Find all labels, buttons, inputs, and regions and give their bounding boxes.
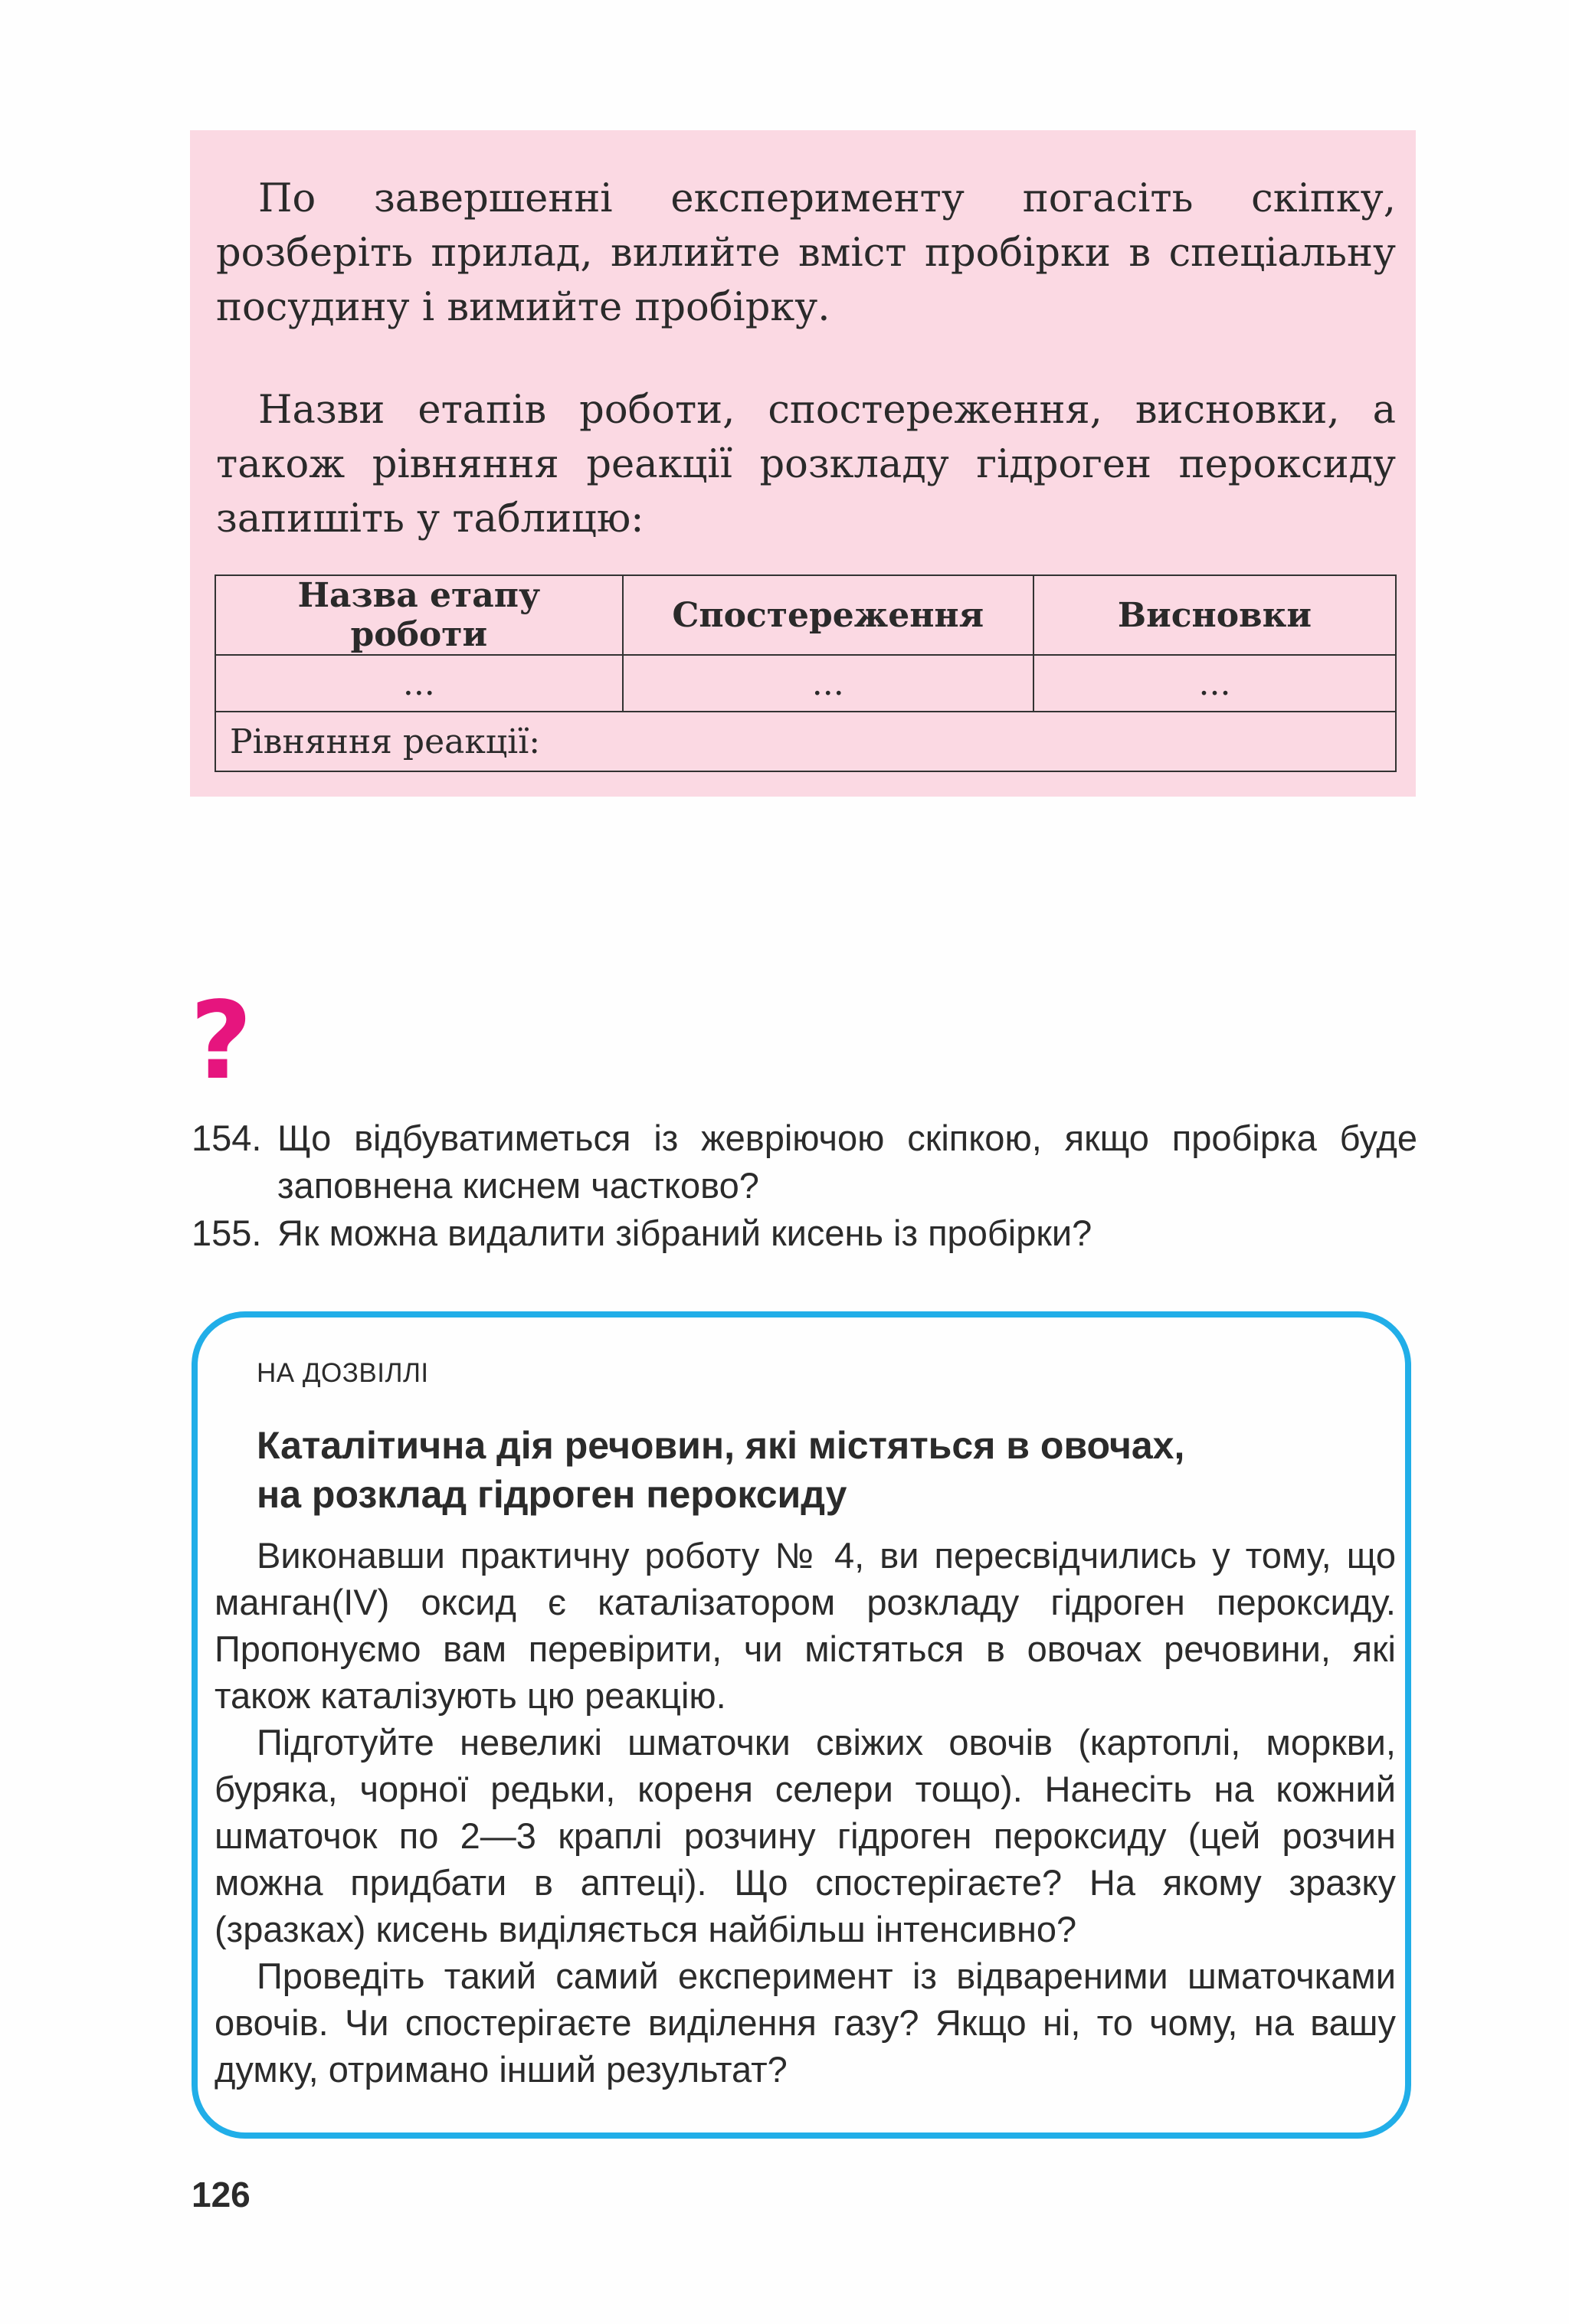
question-text-continued: заповнена киснем частково? [277,1165,759,1206]
question-item-154 [192,1115,1417,1209]
page-number: 126 [192,2175,251,2214]
instruction-paragraph-table: Назви етапів роботи, спостереження, висновки, а також рівняння реакції розкладу гідроген пероксиду запишіть у таблицю: [216,388,1396,542]
table-cell-stage: ... [215,655,623,712]
question-number: 155. [192,1213,262,1253]
table-equation-label: Рівняння реакції: [215,712,1396,771]
question-item-155 [192,1209,1417,1257]
table-row [215,655,1396,712]
leisure-paragraph-intro: Виконавши практичну роботу № 4, ви пересвідчились у тому, що манган(IV) оксид є каталізатором розкладу гідроген пероксиду. Пропонуємо вам перевірити, чи містяться в овочах речовини, які також каталізують цю реакцію. [215,1535,1396,1716]
question-text: Як можна видалити зібраний кисень із пробірки? [277,1213,1092,1253]
table-equation-row [215,712,1396,771]
leisure-paragraph-comparison: Проведіть такий самий експеримент із відвареними шматочками овочів. Чи спостерігаєте виділення газу? Якщо ні, то чому, на вашу думку, отримано інший результат? [215,1956,1396,2090]
question-number: 154. [192,1118,262,1158]
table-header-stage: Назва етапу роботи [215,575,623,655]
table-cell-conclusions: ... [1033,655,1396,712]
leisure-box-title-line-2: на розклад гідроген пероксиду [257,1473,847,1516]
table-cell-observations: ... [623,655,1033,712]
question-mark-icon: ? [190,979,253,1104]
questions-list [192,1115,1417,1257]
table-header-conclusions: Висновки [1033,575,1396,655]
leisure-box-label: НА ДОЗВІЛЛІ [257,1358,429,1388]
leisure-box-title [257,1421,1368,1519]
question-text: Що відбуватиметься із жевріючою скіпкою, якщо пробірка буде [277,1118,1417,1158]
table-header-row [215,575,1396,655]
instruction-paragraph-cleanup: По завершенні експерименту погасіть скіпку, розберіть прилад, вилийте вміст пробірки в спеціальну посудину і вимийте пробірку. [216,176,1396,330]
leisure-box-body [215,1532,1396,2093]
leisure-paragraph-procedure: Підготуйте невеликі шматочки свіжих овочів (картоплі, моркви, буряка, чорної редьки, кореня селери тощо). Нанесіть на кожний шматочок по 2—3 краплі розчину гідроген пероксиду (цей розчин можна придбати в аптеці). Що спостерігаєте? На якому зразку (зразках) кисень виділяється найбільш інтенсивно? [215,1722,1396,1949]
table-header-observations: Спостереження [623,575,1033,655]
leisure-box-title-line-1: Каталітична дія речовин, які містяться в овочах, [257,1424,1185,1467]
results-table [215,574,1397,772]
